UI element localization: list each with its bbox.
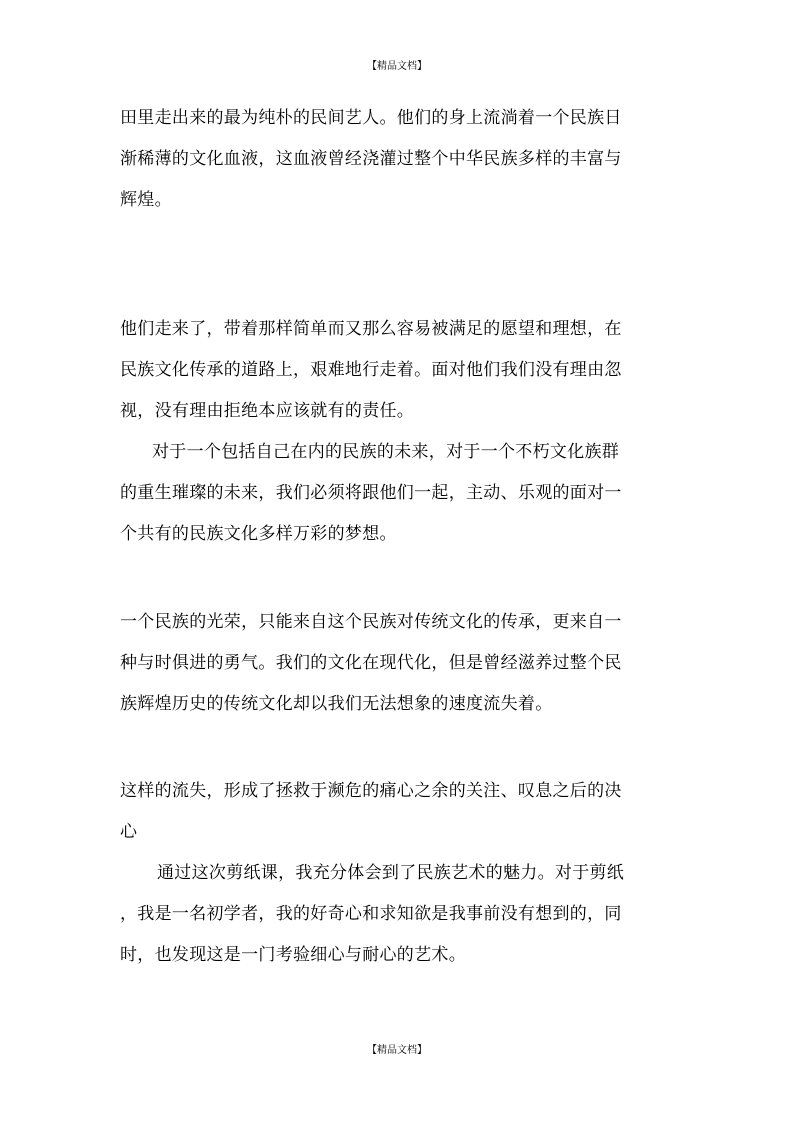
text-line: 视，没有理由拒绝本应该就有的责任。: [120, 401, 415, 421]
text-line: 田里走出来的最为纯朴的民间艺人。他们的身上流淌着一个民族日: [120, 108, 622, 128]
text-line: 这样的流失，形成了拯救于濒危的痛心之余的关注、叹息之后的决: [120, 781, 622, 801]
text-line: 辉煌。: [120, 190, 172, 210]
text-line: 渐稀薄的文化血液，这血液曾经浇灌过整个中华民族多样的丰富与: [120, 149, 622, 169]
text-line: 的重生璀璨的未来，我们必须将跟他们一起，主动、乐观的面对一: [120, 483, 622, 503]
text-line: 民族文化传承的道路上，艰难地行走着。面对他们我们没有理由忽: [120, 360, 622, 380]
text-line: 心: [120, 822, 138, 842]
text-line: ，我是一名初学者，我的好奇心和求知欲是我事前没有想到的，同: [120, 904, 622, 924]
text-line: 一个民族的光荣，只能来自这个民族对传统文化的传承，更来自一: [120, 612, 622, 632]
text-line: 通过这次剪纸课，我充分体会到了民族艺术的魅力。对于剪纸: [157, 863, 625, 883]
text-line: 他们走来了，带着那样简单而又那么容易被满足的愿望和理想，在: [120, 319, 622, 339]
page-header: 【精品文档】: [367, 61, 427, 72]
text-line: 种与时俱进的勇气。我们的文化在现代化，但是曾经滋养过整个民: [120, 653, 622, 673]
text-line: 个共有的民族文化多样万彩的梦想。: [120, 524, 397, 544]
text-line: 时，也发现这是一门考验细心与耐心的艺术。: [120, 945, 466, 965]
text-line: 族辉煌历史的传统文化却以我们无法想象的速度流失着。: [120, 694, 553, 714]
text-line: 对于一个包括自己在内的民族的未来，对于一个不朽文化族群: [152, 442, 620, 462]
page-footer: 【精品文档】: [367, 1045, 427, 1056]
